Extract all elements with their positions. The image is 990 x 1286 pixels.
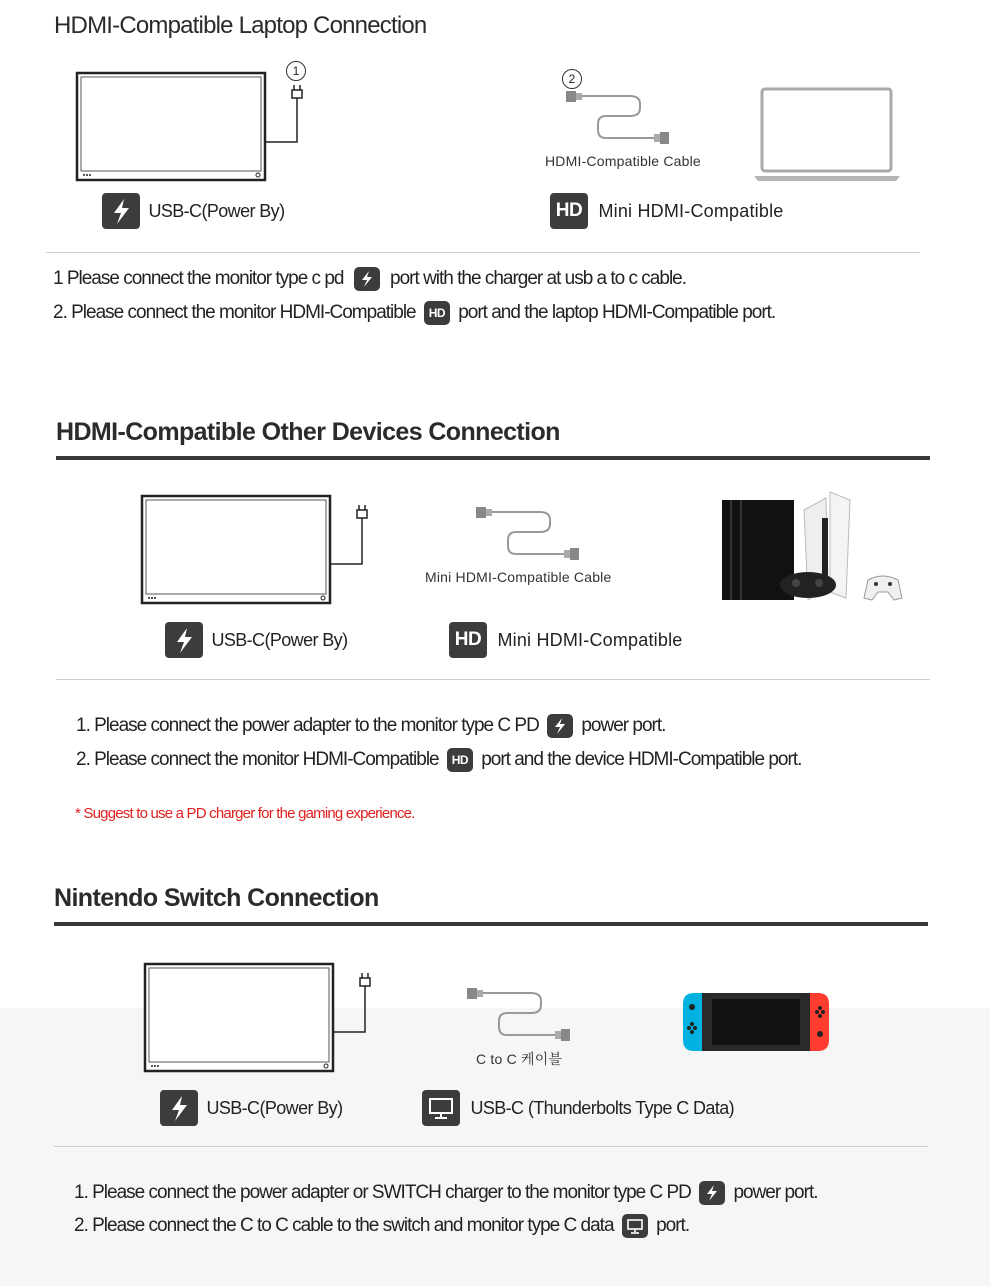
step-marker-1: 1	[286, 61, 306, 81]
game-console-illustration	[718, 488, 908, 608]
display-icon	[422, 1090, 460, 1126]
laptop-section-title: HDMI-Compatible Laptop Connection	[54, 12, 427, 39]
hdmi-cable-illustration	[472, 504, 592, 566]
plug-icon	[292, 85, 302, 102]
divider	[56, 679, 930, 680]
divider	[54, 1146, 928, 1147]
lightning-icon	[160, 1090, 198, 1126]
lightning-icon	[699, 1181, 725, 1205]
instruction-line-2: 2. Please connect the C to C cable to the switch and monitor type C data port.	[74, 1215, 690, 1237]
laptop-illustration	[752, 86, 904, 186]
lightning-icon	[165, 622, 203, 658]
power-port-label: USB-C(Power By)	[206, 1097, 343, 1118]
data-port-label: USB-C (Thunderbolts Type C Data)	[470, 1097, 735, 1118]
lightning-icon	[354, 267, 380, 291]
plug-icon	[360, 973, 370, 990]
lightning-icon	[547, 714, 573, 738]
hdmi-cable-illustration	[562, 88, 682, 150]
hd-badge-icon: HD	[550, 193, 588, 229]
power-port-row	[102, 193, 284, 229]
portable-monitor-illustration	[74, 58, 314, 186]
portable-monitor-illustration	[143, 962, 379, 1074]
cable-caption: HDMI-Compatible Cable	[545, 153, 701, 169]
devices-section-title: HDMI-Compatible Other Devices Connection	[56, 418, 560, 446]
lightning-icon	[102, 193, 140, 229]
cable-caption: C to C 케이블	[476, 1051, 563, 1067]
gaming-note: * Suggest to use a PD charger for the gaming experience.	[75, 805, 415, 822]
switch-section-title: Nintendo Switch Connection	[54, 884, 379, 912]
hd-badge-icon: HD	[447, 748, 473, 772]
section-rule	[56, 456, 930, 460]
display-icon	[622, 1214, 648, 1238]
power-port-row	[165, 622, 347, 658]
hdmi-port-row	[550, 193, 784, 229]
usb-c-cable-illustration	[463, 985, 583, 1047]
cable-caption: Mini HDMI-Compatible Cable	[425, 569, 612, 585]
power-port-row	[160, 1090, 342, 1126]
hdmi-port-label: Mini HDMI-Compatible	[598, 200, 784, 221]
instruction-line-2: 2. Please connect the monitor HDMI-Compatible HD port and the laptop HDMI-Compatible port.	[53, 302, 776, 324]
power-port-label: USB-C(Power By)	[211, 629, 348, 650]
section-rule	[54, 922, 928, 926]
instruction-line-1: 1. Please connect the power adapter or SWITCH charger to the monitor type C PD power port.	[74, 1182, 818, 1204]
instruction-line-1: 1. Please connect the power adapter to the monitor type C PD power port.	[76, 715, 666, 737]
data-port-row	[422, 1090, 734, 1126]
hd-badge-icon: HD	[424, 301, 450, 325]
step-marker-2: 2	[562, 69, 582, 89]
divider	[46, 252, 920, 253]
nintendo-switch-illustration	[680, 990, 832, 1054]
power-port-label: USB-C(Power By)	[148, 200, 285, 221]
instruction-line-1: 1 Please connect the monitor type c pd port with the charger at usb a to c cable.	[53, 268, 687, 290]
hdmi-port-row	[449, 622, 683, 658]
hdmi-port-label: Mini HDMI-Compatible	[497, 629, 683, 650]
portable-monitor-illustration	[140, 494, 376, 606]
instruction-line-2: 2. Please connect the monitor HDMI-Compatible HD port and the device HDMI-Compatible port.	[76, 749, 802, 771]
hd-badge-icon: HD	[449, 622, 487, 658]
plug-icon	[357, 505, 367, 522]
